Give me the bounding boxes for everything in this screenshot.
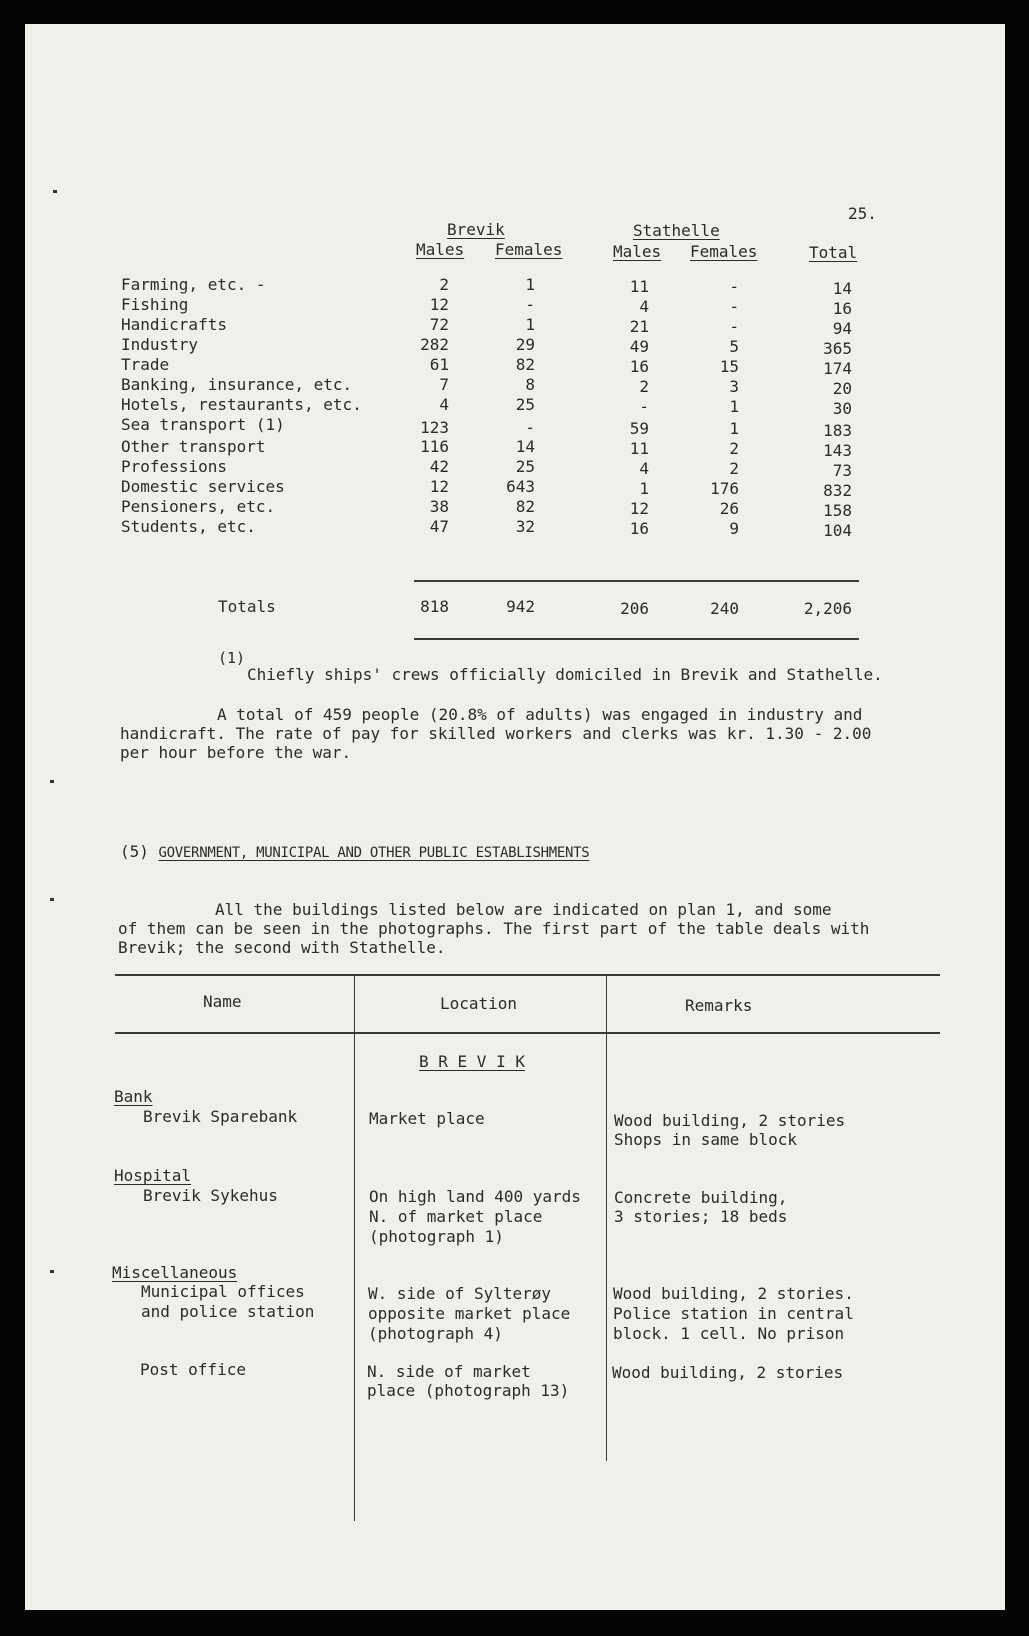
brevik-females-value: 1 (525, 315, 535, 334)
page-number: 25. (848, 204, 877, 223)
stathelle-females-value: - (729, 297, 739, 316)
total-value: 104 (823, 521, 852, 540)
margin-mark (50, 898, 54, 901)
table-row (25, 395, 1005, 418)
bank-remarks-line-2: Shops in same block (614, 1130, 798, 1149)
stathelle-females-value: 1 (729, 397, 739, 416)
row-label: Banking, insurance, etc. (121, 375, 353, 394)
stathelle-females-value: 2 (729, 459, 739, 478)
brevik-males-value: 4 (439, 395, 449, 414)
margin-mark (50, 780, 54, 783)
stathelle-females-value: - (729, 317, 739, 336)
location-column-header: Location (440, 994, 518, 1013)
totals-bottom-rule (414, 638, 859, 640)
total-value: 94 (832, 319, 852, 338)
brevik-females-value: 82 (515, 355, 535, 374)
brevik-females-value: 8 (525, 375, 535, 394)
stathelle-males-value: 49 (629, 337, 649, 356)
paragraph-1-line-2: handicraft. The rate of pay for skilled workers and clerks was kr. 1.30 - 2.00 (120, 724, 872, 743)
footnote-text: Chiefly ships' crews officially domiciled in Brevik and Stathelle. (247, 665, 883, 684)
stathelle-males-value: 11 (629, 277, 649, 296)
establishments-top-rule (115, 974, 940, 976)
hospital-remarks-line-1: Concrete building, (614, 1188, 788, 1207)
brevik-males-value: 12 (429, 477, 449, 496)
document-page (25, 24, 1005, 1610)
paragraph-1-line-3: per hour before the war. (120, 743, 352, 762)
remarks-column-header: Remarks (685, 996, 753, 1015)
total-value: 73 (832, 461, 852, 480)
totals-brevik-females: 942 (506, 597, 535, 616)
total-value: 14 (832, 279, 852, 298)
brevik-males-value: 2 (439, 275, 449, 294)
bank-location: Market place (369, 1109, 485, 1128)
hospital-location-line-3: (photograph 1) (369, 1227, 504, 1246)
stathelle-males-value: 4 (639, 297, 649, 316)
table-row (25, 335, 1005, 358)
post-office-remarks-line-1: Wood building, 2 stories (612, 1363, 844, 1382)
misc-location-line-2: opposite market place (368, 1304, 571, 1323)
hospital-remarks-line-2: 3 stories; 18 beds (614, 1207, 788, 1226)
table-row (25, 517, 1005, 540)
stathelle-females-value: 15 (719, 357, 739, 376)
bank-remarks-line-1: Wood building, 2 stories (614, 1111, 846, 1130)
brevik-females-value: - (525, 295, 535, 314)
row-label: Professions (121, 457, 227, 476)
stathelle-females-value: 176 (710, 479, 739, 498)
row-label: Domestic services (121, 477, 285, 496)
paragraph-2-line-3: Brevik; the second with Stathelle. (118, 938, 446, 957)
footnote-marker: (1) (218, 649, 246, 667)
paragraph-1-line-1: A total of 459 people (20.8% of adults) was engaged in industry and (217, 705, 863, 724)
brevik-males-value: 61 (429, 355, 449, 374)
stathelle-males-value: 16 (629, 519, 649, 538)
post-office-name: Post office (140, 1360, 246, 1379)
misc-remarks-line-2: Police station in central (613, 1304, 854, 1323)
brevik-males-value: 47 (429, 517, 449, 536)
table-row (25, 415, 1005, 440)
totals-stathelle-females: 240 (710, 599, 739, 618)
total-value: 143 (823, 441, 852, 460)
bank-name: Brevik Sparebank (143, 1107, 298, 1126)
brevik-females-value: 25 (515, 457, 535, 476)
misc-location-line-3: (photograph 4) (368, 1324, 503, 1343)
brevik-males-value: 72 (429, 315, 449, 334)
stathelle-females-value: 9 (729, 519, 739, 538)
column-divider-2 (606, 976, 607, 1461)
table-row (25, 275, 1005, 298)
brevik-females-value: 29 (515, 335, 535, 354)
totals-stathelle-males: 206 (620, 599, 649, 618)
stathelle-males-value: 4 (639, 459, 649, 478)
total-value: 183 (823, 421, 852, 440)
section-number: (5) (120, 842, 149, 861)
stathelle-females-value: 26 (719, 499, 739, 518)
brevik-males-value: 282 (420, 335, 449, 354)
hospital-name: Brevik Sykehus (143, 1186, 278, 1205)
stathelle-males-value: 59 (629, 419, 649, 438)
totals-total: 2,206 (803, 599, 852, 618)
row-label: Sea transport (1) (121, 415, 285, 434)
stathelle-males-value: 12 (629, 499, 649, 518)
column-divider-1 (354, 976, 355, 1521)
brevik-males-value: 123 (420, 418, 449, 437)
brevik-females-value: 25 (515, 395, 535, 414)
misc-name-line-1: Municipal offices (141, 1282, 305, 1301)
stathelle-females-value: 1 (729, 419, 739, 438)
row-label: Fishing (121, 295, 189, 314)
brevik-females-value: 32 (515, 517, 535, 536)
stathelle-females-value: 2 (729, 439, 739, 458)
stathelle-females-value: - (729, 277, 739, 296)
row-label: Hotels, restaurants, etc. (121, 395, 362, 414)
row-label: Students, etc. (121, 517, 256, 536)
post-office-location-line-1: N. side of market (367, 1362, 531, 1381)
stathelle-females-value: 5 (729, 337, 739, 356)
totals-top-rule (414, 580, 859, 582)
stathelle-females-header: Females (690, 242, 758, 261)
total-value: 832 (823, 481, 852, 500)
stathelle-males-value: 21 (629, 317, 649, 336)
misc-remarks-line-1: Wood building, 2 stories. (613, 1284, 854, 1303)
hospital-location-line-1: On high land 400 yards (369, 1187, 581, 1206)
stathelle-males-value: 2 (639, 377, 649, 396)
hospital-location-line-2: N. of market place (369, 1207, 543, 1226)
table-row (25, 355, 1005, 378)
name-column-header: Name (203, 992, 242, 1011)
hospital-category: Hospital (114, 1166, 192, 1185)
total-value: 158 (823, 501, 852, 520)
table-row (25, 375, 1005, 398)
total-value: 20 (832, 379, 852, 398)
paragraph-2-line-1: All the buildings listed below are indicated on plan 1, and some (215, 900, 832, 919)
misc-location-line-1: W. side of Sylterøy (368, 1284, 552, 1303)
stathelle-males-header: Males (613, 242, 662, 261)
stathelle-males-value: - (639, 397, 649, 416)
total-value: 365 (823, 339, 852, 358)
misc-name-line-2: and police station (141, 1302, 315, 1321)
row-label: Trade (121, 355, 170, 374)
row-label: Industry (121, 335, 199, 354)
table-row (25, 477, 1005, 500)
row-label: Pensioners, etc. (121, 497, 276, 516)
total-value: 30 (832, 399, 852, 418)
stathelle-females-value: 3 (729, 377, 739, 396)
total-value: 16 (832, 299, 852, 318)
row-label: Handicrafts (121, 315, 227, 334)
brevik-females-value: 643 (506, 477, 535, 496)
brevik-section-label: B R E V I K (419, 1052, 525, 1071)
brevik-males-value: 12 (429, 295, 449, 314)
margin-mark (53, 190, 57, 193)
brevik-group-header: Brevik (447, 220, 505, 239)
misc-category: Miscellaneous (112, 1263, 238, 1282)
brevik-females-value: 14 (515, 437, 535, 456)
brevik-males-value: 38 (429, 497, 449, 516)
row-label: Other transport (121, 437, 266, 456)
paragraph-2-line-2: of them can be seen in the photographs. The first part of the table deals with (118, 919, 870, 938)
brevik-males-value: 42 (429, 457, 449, 476)
row-label: Farming, etc. - (121, 275, 266, 294)
stathelle-males-value: 16 (629, 357, 649, 376)
stathelle-males-value: 1 (639, 479, 649, 498)
total-value: 174 (823, 359, 852, 378)
stathelle-males-value: 11 (629, 439, 649, 458)
establishments-header-rule (115, 1032, 940, 1034)
section-title: GOVERNMENT, MUNICIPAL AND OTHER PUBLIC ESTABLISHMENTS (158, 845, 590, 861)
totals-row (25, 597, 1005, 617)
table-row (25, 437, 1005, 460)
stathelle-group-header: Stathelle (633, 221, 720, 240)
table-row (25, 457, 1005, 480)
brevik-males-header: Males (416, 240, 465, 259)
post-office-location-line-2: place (photograph 13) (367, 1381, 570, 1400)
table-row (25, 295, 1005, 318)
brevik-females-value: 1 (525, 275, 535, 294)
totals-label: Totals (218, 597, 276, 616)
table-row (25, 497, 1005, 520)
margin-mark (50, 1270, 54, 1273)
table-row (25, 315, 1005, 338)
totals-brevik-males: 818 (420, 597, 449, 616)
brevik-females-header: Females (495, 240, 563, 259)
brevik-males-value: 7 (439, 375, 449, 394)
brevik-females-value: - (525, 418, 535, 437)
brevik-females-value: 82 (515, 497, 535, 516)
brevik-males-value: 116 (420, 437, 449, 456)
total-header: Total (809, 243, 858, 262)
misc-remarks-line-3: block. 1 cell. No prison (613, 1324, 845, 1343)
section-5-heading (120, 842, 589, 863)
bank-category: Bank (114, 1087, 153, 1106)
